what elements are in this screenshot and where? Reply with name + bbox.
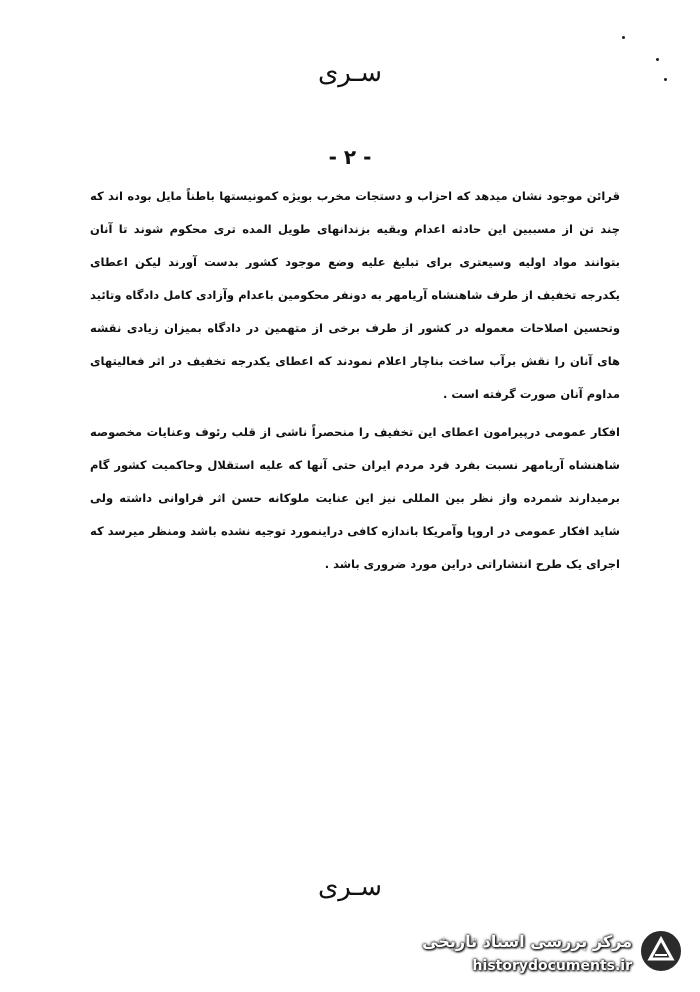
archive-watermark (418, 922, 690, 984)
archive-logo-icon (638, 928, 684, 974)
paragraph-1: قرائن موجود نشان میدهد که احزاب و دستجات مخرب بویژه کمونیستها باطناً مایل بوده اند که چند تن از مسببین این حادثه اعدام وبقیه بزندانهای طویل المده تری محکوم شوند تا آنان بتوانند مواد اولیه وسیعتری برای تبلیغ علیه وضع موجود کشور بدست آورند لیکن اعطای یکدرجه تخفیف از طرف شاهنشاه آریامهر به دونفر محکومین باعدام وآزادی کامل دادگاه وتائید وتحسین اصلاحات معموله در کشور از طرف برخی از متهمین در دادگاه بمیزان زیادی نقشه های آنان را نقش برآب ساخت بناچار اعلام نمودند که اعطای یکدرجه تخفیف در اثر فعالیتهای مداوم آنان صورت گرفته است . (90, 189, 620, 401)
page-number: - ۲ - (328, 145, 372, 169)
scan-speck (664, 78, 667, 81)
archive-url: historydocuments.ir (472, 958, 632, 974)
archive-name: مرکز بررسی اسناد تاریخی (422, 932, 632, 951)
scan-speck (656, 58, 659, 61)
classification-header: سـری (317, 58, 383, 88)
classification-footer: سـری (317, 872, 383, 902)
paragraph-2: افکار عمومی درپیرامون اعطای این تخفیف را منحصراً ناشی از قلب رئوف وعنایات مخصوصه شاهنشاه آریامهر نسبت بفرد فرد مردم ایران حتی آنها که علیه استقلال وحاکمیت کشور گام برمیدارند شمرده واز نظر بین المللی نیز این عنایت ملوکانه حسن اثر فراوانی داشته ولی شاید افکار عمومی در اروپا وآمریکا باندازه کافی دراینمورد توجیه نشده باشد ومنظر میرسد که اجرای یک طرح انتشاراتی دراین مورد ضروری باشد . (90, 425, 620, 571)
document-body (90, 180, 620, 586)
scan-speck (622, 36, 625, 39)
